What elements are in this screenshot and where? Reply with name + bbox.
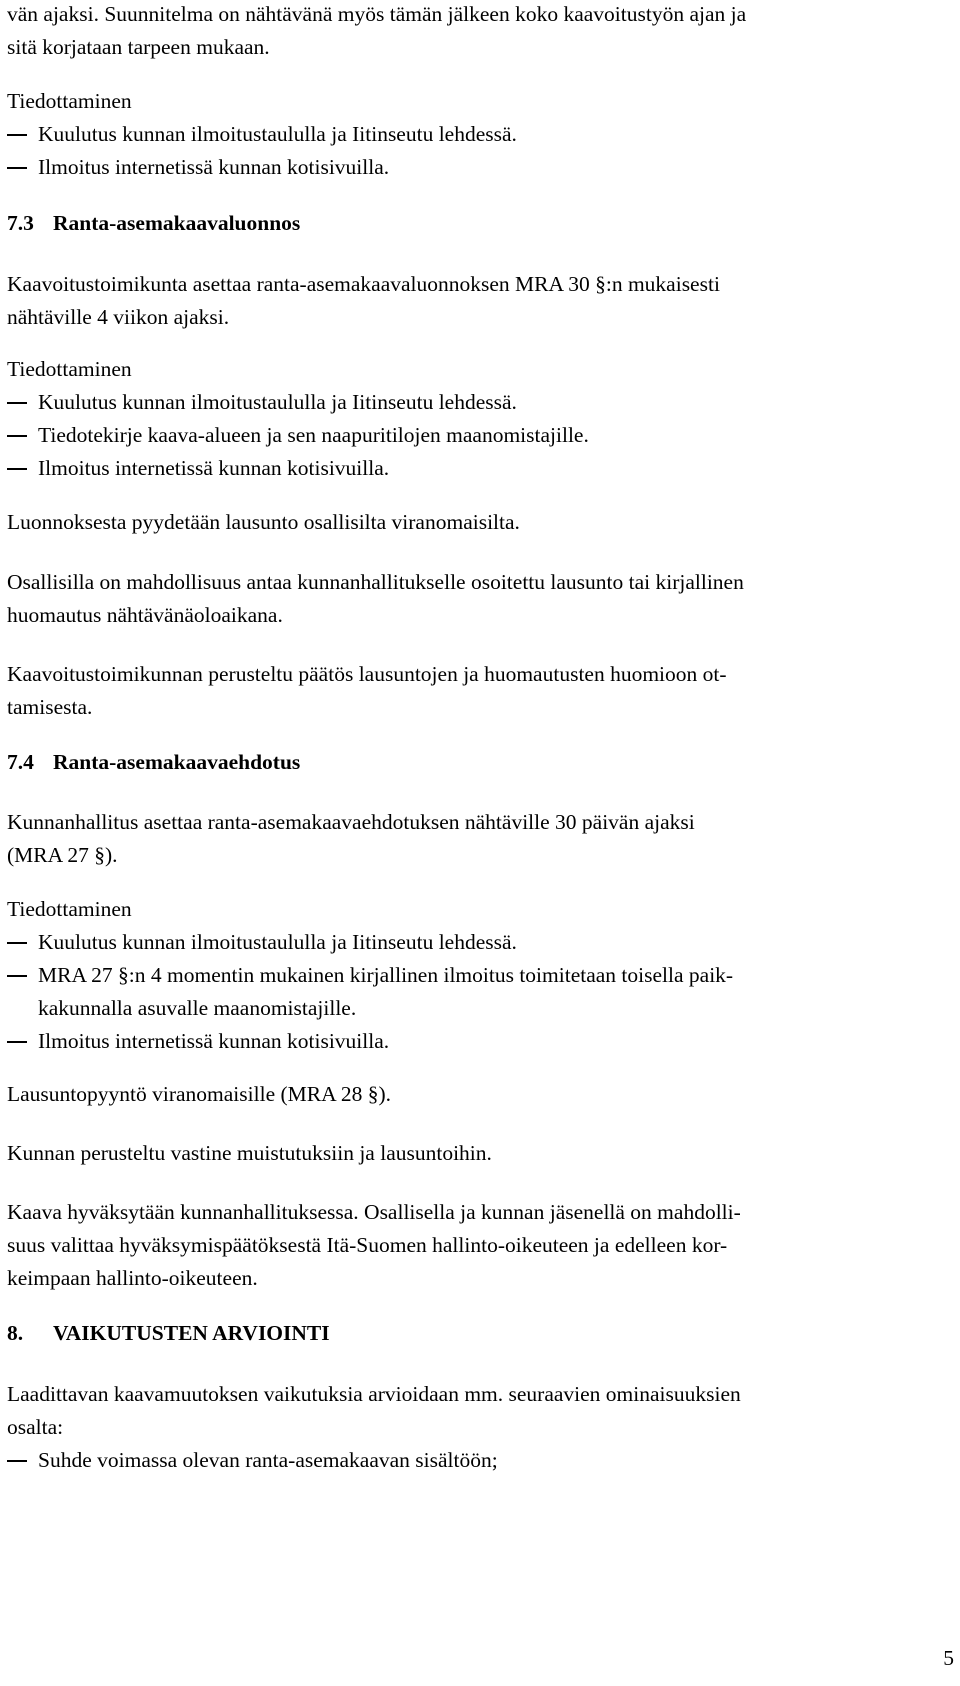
- tiedottaminen-heading: Tiedottaminen: [7, 357, 132, 381]
- text-line: sitä korjataan tarpeen mukaan.: [7, 35, 270, 59]
- list-item: Suhde voimassa olevan ranta-asemakaavan sisältöön;: [38, 1448, 498, 1472]
- text-line: Lausuntopyyntö viranomaisille (MRA 28 §).: [7, 1082, 391, 1106]
- intro-paragraph: [7, 0, 942, 64]
- list-item: Ilmoitus internetissä kunnan kotisivuilla.: [38, 155, 390, 179]
- text-line: Kaava hyväksytään kunnanhallituksessa. Osallisella ja kunnan jäsenellä on mahdolli-: [7, 1200, 741, 1224]
- page-number: 5: [943, 1646, 954, 1670]
- section-heading-7-4: [7, 746, 942, 779]
- tiedottaminen-block: [7, 353, 942, 485]
- section-7-3-paragraph: [7, 268, 942, 334]
- text-line: huomautus nähtävänäoloaikana.: [7, 603, 283, 627]
- text-line: suus valittaa hyväksymispäätöksestä Itä-Suomen hallinto-oikeuteen ja edelleen kor-: [7, 1233, 728, 1257]
- section-number: 8.: [7, 1321, 24, 1345]
- text-line: (MRA 27 §).: [7, 843, 118, 867]
- paragraph: [7, 566, 942, 632]
- list-item: Tiedotekirje kaava-alueen ja sen naapuritilojen maanomistajille.: [38, 423, 589, 447]
- paragraph: [7, 506, 942, 539]
- section-7-4-paragraph: [7, 806, 942, 872]
- list-item: Ilmoitus internetissä kunnan kotisivuilla.: [38, 456, 390, 480]
- section-title: VAIKUTUSTEN ARVIOINTI: [53, 1321, 330, 1345]
- tiedottaminen-heading: Tiedottaminen: [7, 897, 132, 921]
- text-line: Kunnanhallitus asettaa ranta-asemakaavaehdotuksen nähtäville 30 päivän ajaksi: [7, 810, 695, 834]
- text-line: kakunnalla asuvalle maanomistajille.: [38, 996, 357, 1020]
- section-number: 7.4: [7, 750, 34, 774]
- text-line: Kunnan perusteltu vastine muistutuksiin ja lausuntoihin.: [7, 1141, 492, 1165]
- list-item: Kuulutus kunnan ilmoitustaululla ja Iitinseutu lehdessä.: [38, 930, 517, 954]
- text-line: osalta:: [7, 1415, 64, 1439]
- section-title: Ranta-asemakaavaluonnos: [53, 211, 301, 235]
- text-line: Kaavoitustoimikunnan perusteltu päätös lausuntojen ja huomautusten huomioon ot-: [7, 662, 727, 686]
- text-line: nähtäville 4 viikon ajaksi.: [7, 305, 230, 329]
- paragraph: [7, 1137, 942, 1170]
- text-line: keimpaan hallinto-oikeuteen.: [7, 1266, 258, 1290]
- list-item: [7, 959, 942, 1025]
- list-item: Kuulutus kunnan ilmoitustaululla ja Iitinseutu lehdessä.: [38, 390, 517, 414]
- section-8-paragraph: [7, 1378, 942, 1477]
- paragraph: [7, 1078, 942, 1111]
- section-heading-8: [7, 1317, 942, 1350]
- text-line: tamisesta.: [7, 695, 93, 719]
- section-heading-7-3: [7, 207, 942, 240]
- text-line: Kaavoitustoimikunta asettaa ranta-asemakaavaluonnoksen MRA 30 §:n mukaisesti: [7, 272, 720, 296]
- tiedottaminen-heading: Tiedottaminen: [7, 89, 132, 113]
- list-item: Kuulutus kunnan ilmoitustaululla ja Iitinseutu lehdessä.: [38, 122, 517, 146]
- list-item: Ilmoitus internetissä kunnan kotisivuilla.: [38, 1029, 390, 1053]
- text-line: vän ajaksi. Suunnitelma on nähtävänä myös tämän jälkeen koko kaavoitustyön ajan ja: [7, 2, 747, 26]
- text-line: Osallisilla on mahdollisuus antaa kunnanhallitukselle osoitettu lausunto tai kirjallinen: [7, 570, 744, 594]
- tiedottaminen-block: [7, 85, 942, 184]
- text-line: Luonnoksesta pyydetään lausunto osallisilta viranomaisilta.: [7, 510, 520, 534]
- paragraph: [7, 1196, 942, 1295]
- text-line: Laadittavan kaavamuutoksen vaikutuksia arvioidaan mm. seuraavien ominaisuuksien: [7, 1382, 741, 1406]
- text-line: MRA 27 §:n 4 momentin mukainen kirjallinen ilmoitus toimitetaan toisella paik-: [38, 963, 734, 987]
- section-number: 7.3: [7, 211, 34, 235]
- section-title: Ranta-asemakaavaehdotus: [53, 750, 301, 774]
- tiedottaminen-block: [7, 893, 942, 1058]
- paragraph: [7, 658, 942, 724]
